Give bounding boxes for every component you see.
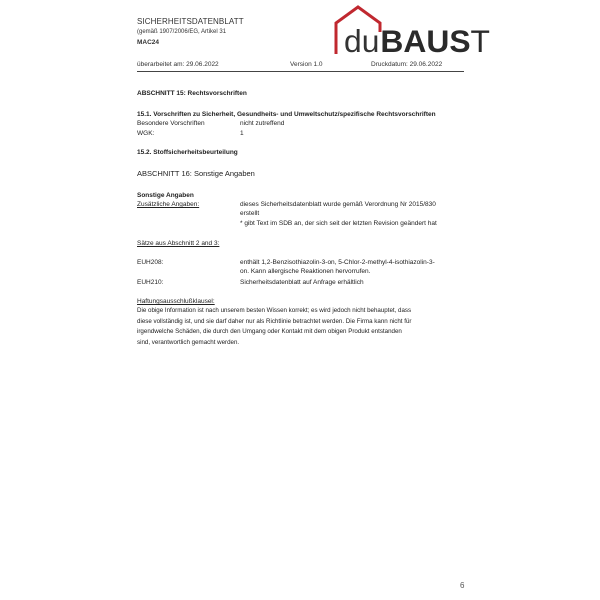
special-regulations-value: nicht zutreffend: [240, 120, 285, 127]
wgk-value: 1: [240, 130, 244, 137]
product-code: MAC24: [137, 39, 160, 46]
logo-text-t: T: [470, 23, 490, 56]
zusatz-line-1: dieses Sicherheitsdatenblatt wurde gemäß Verordnung Nr 2015/830: [240, 201, 436, 208]
page-number: 6: [460, 581, 465, 590]
zusatz-line-2: erstellt: [240, 210, 260, 217]
section15-2-heading: 15.2. Stoffsicherheitsbeurteilung: [137, 149, 238, 156]
haftung-line-3: irgendwelche Schäden, die durch den Umgang oder Kontakt mit dem obigen Produkt entstanden: [137, 328, 402, 335]
zusaetzliche-angaben-label: Zusätzliche Angaben:: [137, 201, 200, 208]
revised-date: überarbeitet am: 29.06.2022: [137, 61, 219, 68]
euh210-line-1: Sicherheitsdatenblatt auf Anfrage erhältlich: [240, 279, 364, 286]
regulation-reference: (gemäß 1907/2006/EG, Artikel 31: [137, 29, 227, 35]
saetze-heading: Sätze aus Abschnitt 2 and 3:: [137, 240, 220, 247]
header-divider: [137, 71, 464, 72]
haftung-line-1: Die obige Information ist nach unserem besten Wissen korrekt; es wird jedoch nicht behauptet, dass: [137, 307, 412, 314]
euh208-line-1: enthält 1,2-Benzisothiazolin-3-on, 5-Chlor-2-methyl-4-isothiazolin-3-: [240, 259, 435, 266]
section15-heading: ABSCHNITT 15: Rechtsvorschriften: [137, 90, 247, 97]
sonstige-angaben-heading: Sonstige Angaben: [137, 192, 194, 199]
logo-text-baust: BAUS: [380, 23, 471, 56]
section15-1-heading: 15.1. Vorschriften zu Sicherheit, Gesundheits- und Umweltschutz/spezifische Rechtsvorschriften: [137, 111, 436, 118]
euh208-line-2: on. Kann allergische Reaktionen hervorrufen.: [240, 268, 371, 275]
haftung-paragraph: [137, 306, 411, 348]
dubaust-logo: [334, 4, 492, 56]
euh210-code: EUH210:: [137, 279, 164, 286]
print-date: Druckdatum: 29.06.2022: [371, 61, 443, 68]
haftung-heading: Haftungsausschlußklausel:: [137, 298, 215, 305]
wgk-label: WGK:: [137, 130, 155, 137]
zusatz-line-3: * gibt Text im SDB an, der sich seit der letzten Revision geändert hat: [240, 220, 437, 227]
euh208-code: EUH208:: [137, 259, 164, 266]
haftung-line-4: sind, verantwortlich gemacht werden.: [137, 338, 240, 346]
version: Version 1.0: [290, 61, 323, 68]
document-title: SICHERHEITSDATENBLATT: [137, 17, 244, 26]
section16-heading: ABSCHNITT 16: Sonstige Angaben: [137, 169, 255, 178]
special-regulations-label: Besondere Vorschriften: [137, 120, 205, 127]
haftung-line-2: diese vollständig ist, und sie darf daher nur als Richtlinie betrachtet werden. Die Firma kann nicht für: [137, 317, 412, 325]
logo-text-du: du: [344, 23, 380, 56]
